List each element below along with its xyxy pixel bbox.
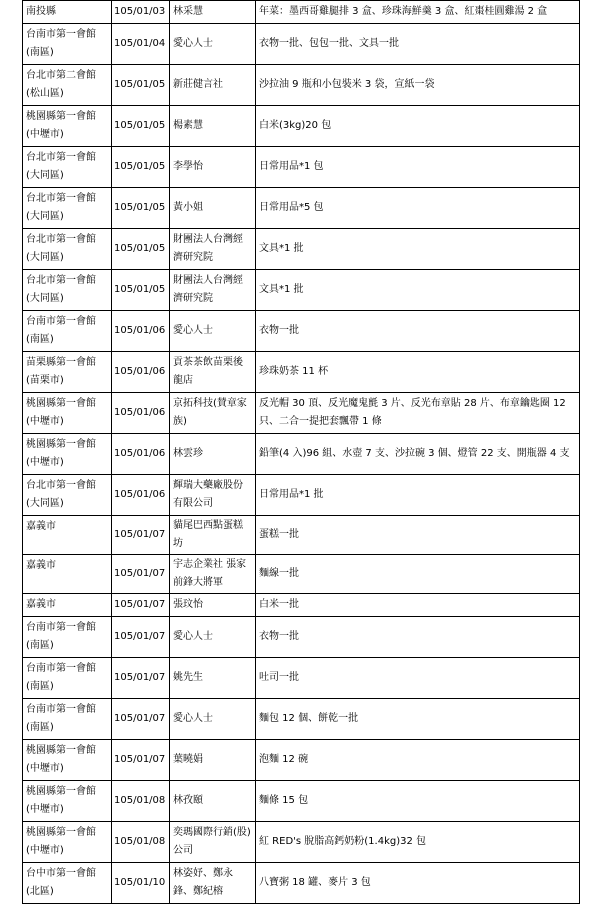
location-cell: 台北市第一會館 (大同區) <box>23 270 112 311</box>
location-cell: 台中市第一會館 (北區) <box>23 863 112 904</box>
table-row <box>23 594 580 617</box>
donor-cell: 楊素慧 <box>170 106 256 147</box>
donation-table <box>22 0 580 904</box>
table-row <box>23 699 580 740</box>
location-cell: 嘉義市 <box>23 516 112 555</box>
donor-cell: 京拓科技(賛章家族) <box>170 393 256 434</box>
table-row <box>23 863 580 904</box>
items-cell: 紅 RED's 脫脂高鈣奶粉(1.4kg)32 包 <box>256 822 580 863</box>
table-row <box>23 352 580 393</box>
donor-cell: 姚先生 <box>170 658 256 699</box>
date-cell: 105/01/05 <box>112 106 170 147</box>
table-row <box>23 555 580 594</box>
table-row <box>23 24 580 65</box>
items-cell: 年菜：墨西哥雞腿排 3 盒、珍珠海鮮羹 3 盒、紅棗桂圓雞湯 2 盒 <box>256 1 580 24</box>
table-row <box>23 740 580 781</box>
items-cell: 衣物一批 <box>256 311 580 352</box>
location-cell: 桃園縣第一會館 (中壢市) <box>23 740 112 781</box>
table-row <box>23 658 580 699</box>
items-cell: 白米一批 <box>256 594 580 617</box>
donation-record-page <box>22 0 579 904</box>
location-cell: 苗栗縣第一會館 (苗栗市) <box>23 352 112 393</box>
items-cell: 日常用品*5 包 <box>256 188 580 229</box>
donor-cell: 輝瑞大藥廠股份有限公司 <box>170 475 256 516</box>
date-cell: 105/01/08 <box>112 822 170 863</box>
location-cell: 台北市第一會館 (大同區) <box>23 475 112 516</box>
table-row <box>23 270 580 311</box>
donor-cell: 財團法人台灣經濟研究院 <box>170 229 256 270</box>
date-cell: 105/01/05 <box>112 188 170 229</box>
date-cell: 105/01/04 <box>112 24 170 65</box>
date-cell: 105/01/06 <box>112 352 170 393</box>
items-cell: 日常用品*1 包 <box>256 147 580 188</box>
donor-cell: 愛心人士 <box>170 311 256 352</box>
donor-cell: 愛心人士 <box>170 699 256 740</box>
location-cell: 台北市第一會館 (大同區) <box>23 188 112 229</box>
location-cell: 台南市第一會館 (南區) <box>23 699 112 740</box>
location-cell: 台南市第一會館 (南區) <box>23 24 112 65</box>
donor-cell: 李學怡 <box>170 147 256 188</box>
table-row <box>23 311 580 352</box>
location-cell: 台北市第一會館 (大同區) <box>23 147 112 188</box>
items-cell: 麵條 15 包 <box>256 781 580 822</box>
table-row <box>23 229 580 270</box>
date-cell: 105/01/05 <box>112 229 170 270</box>
donor-cell: 黃小姐 <box>170 188 256 229</box>
date-cell: 105/01/07 <box>112 516 170 555</box>
location-cell: 台南市第一會館 (南區) <box>23 617 112 658</box>
items-cell: 珍珠奶茶 11 杯 <box>256 352 580 393</box>
date-cell: 105/01/05 <box>112 65 170 106</box>
items-cell: 日常用品*1 批 <box>256 475 580 516</box>
items-cell: 白米(3kg)20 包 <box>256 106 580 147</box>
items-cell: 吐司一批 <box>256 658 580 699</box>
location-cell: 嘉義市 <box>23 555 112 594</box>
date-cell: 105/01/06 <box>112 475 170 516</box>
donor-cell: 愛心人士 <box>170 617 256 658</box>
donor-cell: 林雲珍 <box>170 434 256 475</box>
date-cell: 105/01/06 <box>112 434 170 475</box>
table-row <box>23 106 580 147</box>
items-cell: 麵線一批 <box>256 555 580 594</box>
table-row <box>23 516 580 555</box>
table-row <box>23 617 580 658</box>
donor-cell: 貢茶茶飲苗栗後龍店 <box>170 352 256 393</box>
donor-cell: 宇志企業社 張家前鋒大將軍 <box>170 555 256 594</box>
table-row <box>23 475 580 516</box>
table-row <box>23 781 580 822</box>
items-cell: 衣物一批 <box>256 617 580 658</box>
donor-cell: 愛心人士 <box>170 24 256 65</box>
location-cell: 台北市第一會館 (大同區) <box>23 229 112 270</box>
donor-cell: 林孜頤 <box>170 781 256 822</box>
items-cell: 衣物一批、包包一批、文具一批 <box>256 24 580 65</box>
donor-cell: 財團法人台灣經濟研究院 <box>170 270 256 311</box>
location-cell: 桃園縣第一會館 (中壢市) <box>23 434 112 475</box>
donation-table-body <box>23 1 580 904</box>
items-cell: 沙拉油 9 瓶和小包裝米 3 袋，宣紙一袋 <box>256 65 580 106</box>
donor-cell: 張玟怡 <box>170 594 256 617</box>
items-cell: 文具*1 批 <box>256 270 580 311</box>
table-row <box>23 1 580 24</box>
items-cell: 鉛筆(4 入)96 組、水壺 7 支、沙拉碗 3 個、燈管 22 支、開瓶器 4 支 <box>256 434 580 475</box>
location-cell: 台南市第一會館 (南區) <box>23 658 112 699</box>
items-cell: 麵包 12 個、餅乾一批 <box>256 699 580 740</box>
date-cell: 105/01/07 <box>112 594 170 617</box>
donor-cell: 新莊健言社 <box>170 65 256 106</box>
date-cell: 105/01/05 <box>112 147 170 188</box>
donor-cell: 林采慧 <box>170 1 256 24</box>
location-cell: 桃園縣第一會館 (中壢市) <box>23 106 112 147</box>
items-cell: 八寶粥 18 罐、麥片 3 包 <box>256 863 580 904</box>
date-cell: 105/01/05 <box>112 270 170 311</box>
items-cell: 蛋糕一批 <box>256 516 580 555</box>
date-cell: 105/01/07 <box>112 699 170 740</box>
date-cell: 105/01/10 <box>112 863 170 904</box>
table-row <box>23 188 580 229</box>
location-cell: 南投縣 <box>23 1 112 24</box>
location-cell: 桃園縣第一會館 (中壢市) <box>23 781 112 822</box>
table-row <box>23 393 580 434</box>
donor-cell: 葉曉娟 <box>170 740 256 781</box>
date-cell: 105/01/08 <box>112 781 170 822</box>
date-cell: 105/01/07 <box>112 740 170 781</box>
table-row <box>23 822 580 863</box>
date-cell: 105/01/07 <box>112 617 170 658</box>
location-cell: 台北市第二會館 (松山區) <box>23 65 112 106</box>
table-row <box>23 65 580 106</box>
date-cell: 105/01/03 <box>112 1 170 24</box>
location-cell: 桃園縣第一會館 (中壢市) <box>23 822 112 863</box>
date-cell: 105/01/06 <box>112 393 170 434</box>
table-row <box>23 147 580 188</box>
table-row <box>23 434 580 475</box>
items-cell: 文具*1 批 <box>256 229 580 270</box>
items-cell: 泡麵 12 碗 <box>256 740 580 781</box>
location-cell: 桃園縣第一會館 (中壢市) <box>23 393 112 434</box>
location-cell: 嘉義市 <box>23 594 112 617</box>
donor-cell: 貓尾巴西點蛋糕坊 <box>170 516 256 555</box>
donor-cell: 林姿妤、鄭永鋒、鄭紀榕 <box>170 863 256 904</box>
date-cell: 105/01/07 <box>112 658 170 699</box>
date-cell: 105/01/06 <box>112 311 170 352</box>
items-cell: 反光帽 30 頂、反光魔鬼氈 3 片、反光布章貼 28 片、布章鑰匙圈 12 只、二合一提把套飄帶 1 條 <box>256 393 580 434</box>
donor-cell: 奕瑪國際行銷(股)公司 <box>170 822 256 863</box>
location-cell: 台南市第一會館 (南區) <box>23 311 112 352</box>
date-cell: 105/01/07 <box>112 555 170 594</box>
